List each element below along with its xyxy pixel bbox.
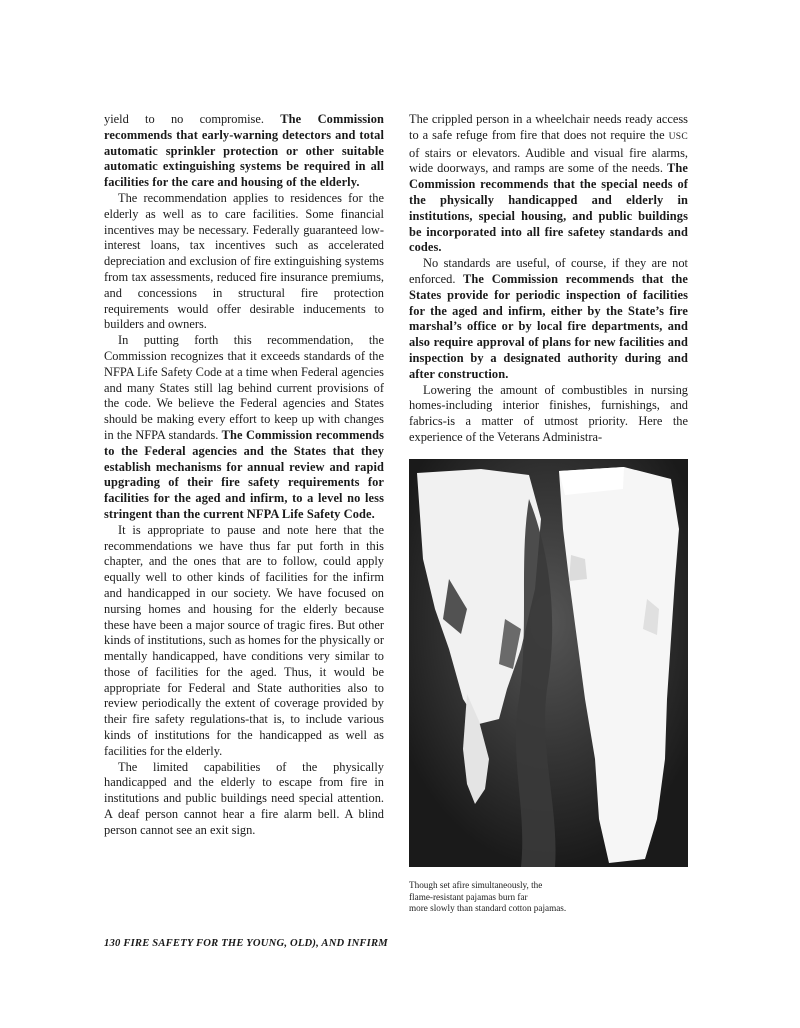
recommendation-text: The Commission recommends that the States provide for periodic inspection of facilities for the aged and infirm, either by the State’s fire marshal’s office or by local fire departments, and also require approval of plans for new facilities and inspection by a designated authority during and after construction. <box>409 271 688 381</box>
paragraph: yield to no compromise. The Commission recommends that early-warning detectors and total automatic sprinkler protection or other suitable automatic extinguishing systems be required in all facilities for the care and housing of the elderly. <box>104 112 384 190</box>
paragraph: The crippled person in a wheelchair needs ready access to a safe refuge from fire that does not require the USC of stairs or elevators. Audible and visual fire alarms, wide doorways, and ramps are some of the needs. The Commission recommends that the special needs of the physically handicapped and elderly in institutions, special housing, and public buildings be incorporated into all fire safetey standards and codes. <box>409 112 688 255</box>
paragraph: It is appropriate to pause and note here that the recommendations we have thus far put forth in this chapter, and the ones that are to follow, could apply equally well to other kinds of facilities for the infirm and handicapped in our society. We have focused on nursing homes and housing for the elderly because these have been a major source of tragic fires. But other kinds of institutions, such as homes for the physically or mentally handicapped, have conditions very similar to those of facilities for the aged. Thus, it would be appropriate for Federal and State authorities also to review periodically the extent of coverage provided by their fire safety regulations-that is, to include various kinds of institutions for the handicapped as well as facilities for the elderly. <box>104 522 384 758</box>
right-column <box>409 112 688 446</box>
paragraph: No standards are useful, of course, if they are not enforced. The Commission recommends that the States provide for periodic inspection of facilities for the aged and infirm, either by the State’s fire marshal’s office or by local fire departments, and also require approval of plans for new facilities and inspection by a designated authority during and after construction. <box>409 256 688 381</box>
paragraph: The recommendation applies to residences for the elderly as well as to care facilities. Some financial incentives may be necessary. Federally guaranteed low-interest loans, tax incentives such as accelerated depreciation and exclusion of fire extinguishing systems from tax assessments, reduced fire insurance premiums, and concessions in structural fire protection requirements would offer desirable inducements to builders and owners. <box>104 190 384 332</box>
recommendation-text: The Commission recommends that early-warning detectors and total automatic sprinkler protection or other suitable automatic extinguishing systems be required in all facilities for the care and housing of the elderly. <box>104 112 384 190</box>
recommendation-text: The Commission recommends to the Federal agencies and the States that they establish mechanisms for annual review and rapid upgrading of their fire safety requirements for facilities for the aged and infirm, to a level no less stringent than the current NFPA Life Safety Code. <box>104 427 385 521</box>
paragraph: Lowering the amount of combustibles in nursing homes-including interior finishes, furnishings, and fabrics-is a matter of utmost priority. Here the experience of the Veterans Administra- <box>409 382 688 444</box>
running-footer: 130 FIRE SAFETY FOR THE YOUNG, OLD), AND INFIRM <box>104 938 388 949</box>
pajamas-photo <box>409 459 688 867</box>
pajamas-illustration <box>409 459 688 867</box>
paragraph: The limited capabilities of the physically handicapped and the elderly to escape from fire in institutions and public buildings need special attention. A deaf person cannot hear a fire alarm bell. A blind person cannot see an exit sign. <box>104 759 384 837</box>
recommendation-text: The Commission recommends that the special needs of the physically handicapped and elderly in institutions, special housing, and public buildings be incorporated into all fire safetey standards and codes. <box>409 161 688 255</box>
left-column <box>104 112 384 839</box>
figure-caption: Though set afire simultaneously, the flame-resistant pajamas burn far more slowly than standard cotton pajamas. <box>409 880 567 914</box>
paragraph: In putting forth this recommendation, the Commission recognizes that it exceeds standards of the NFPA Life Safety Code at a time when Federal agencies and many States still lag behind current provisions of the code. We believe the Federal agencies and States should be making every effort to keep up with changes in the NFPA standards. The Commission recommends to the Federal agencies and the States that they establish mechanisms for annual review and rapid upgrading of their fire safety requirements for facilities for the aged and infirm, to a level no less stringent than the current NFPA Life Safety Code. <box>104 333 385 521</box>
